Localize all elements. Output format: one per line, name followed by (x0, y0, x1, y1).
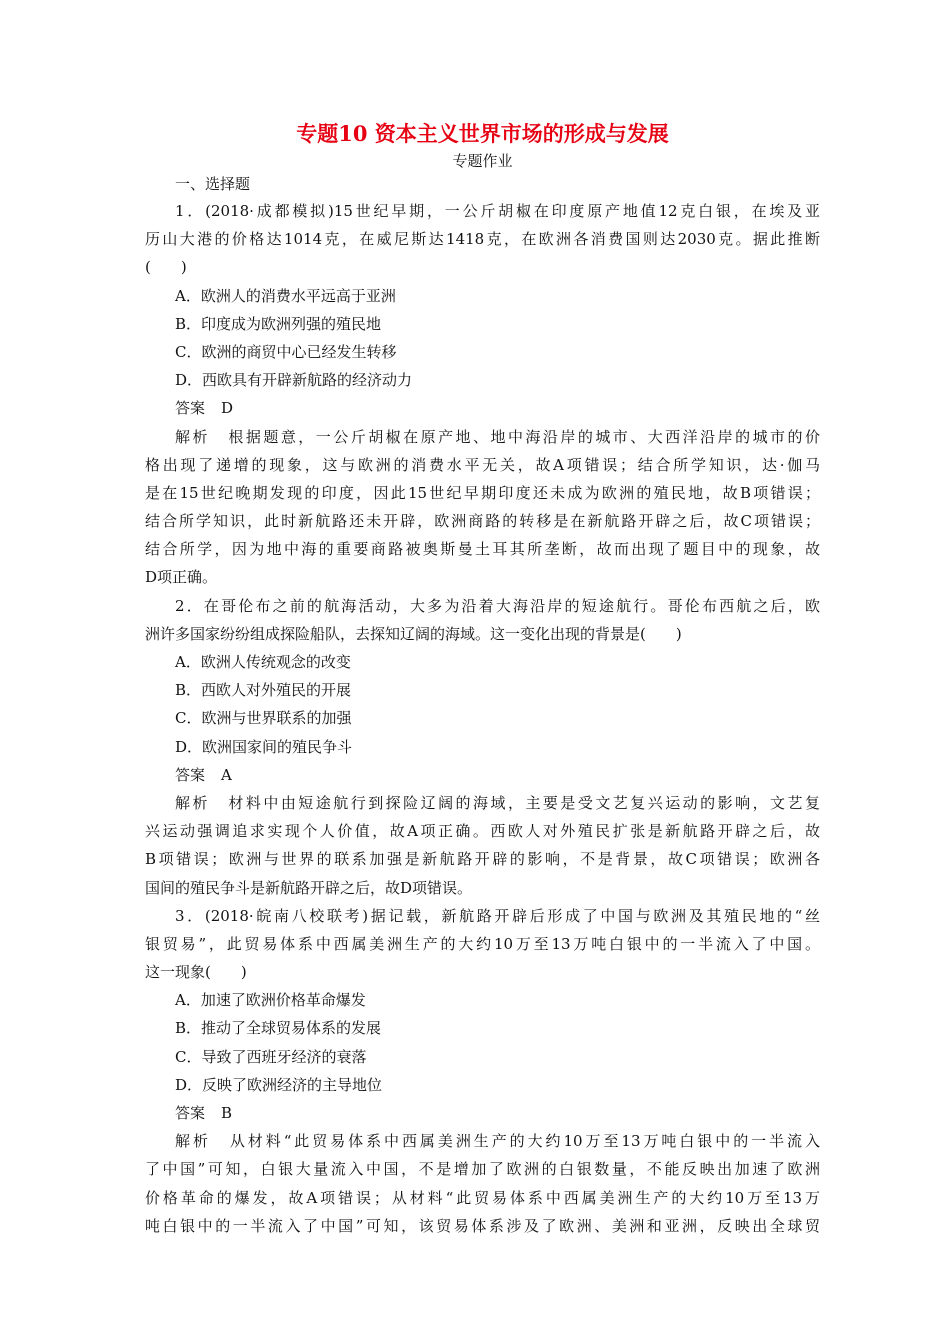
question-stem-line: 洲许多国家纷纷组成探险船队，去探知辽阔的海域。这一变化出现的背景是( ) (145, 624, 682, 643)
question-stem-line: 这一现象( ) (145, 963, 247, 982)
question-3 (145, 902, 820, 1240)
option-d: D．反映了欧洲经济的主导地位 (175, 1075, 383, 1094)
answer-label: 答案 (175, 765, 206, 784)
question-stem-line: 1．(2018·成都模拟)15世纪早期，一公斤胡椒在印度原产地值12克白银，在埃及亚 (175, 202, 820, 220)
analysis-text: 从材料“此贸易体系中西属美洲生产的大约10万至13万吨白银中的一半流入 (226, 1132, 820, 1151)
question-stem-line: 历山大港的价格达1014克，在威尼斯达1418克，在欧洲各消费国则达2030克。据此推断 (145, 230, 820, 249)
question-stem-line: 3．(2018·皖南八校联考)据记载，新航路开辟后形成了中国与欧洲及其殖民地的“丝 (175, 906, 820, 925)
answer-line (145, 761, 820, 789)
analysis-line: D项正确。 (145, 568, 218, 587)
analysis-line: 格出现了递增的现象，这与欧洲的消费水平无关，故A项错误；结合所学知识，达·伽马 (145, 455, 820, 474)
question-2 (145, 592, 820, 902)
analysis-line: B项错误；欧洲与世界的联系加强是新航路开辟的影响，不是背景，故C项错误；欧洲各 (145, 850, 820, 869)
answer-value: B (221, 1104, 233, 1122)
analysis-text: 根据题意，一公斤胡椒在原产地、地中海沿岸的城市、大西洋沿岸的城市的价 (225, 427, 820, 446)
analysis-line: 是在15世纪晚期发现的印度，因此15世纪早期印度还未成为欧洲的殖民地，故B项错误； (145, 483, 820, 502)
section-heading-text: 一、选择题 (175, 175, 251, 193)
analysis-label: 解析 (175, 793, 210, 812)
analysis-line (145, 789, 820, 817)
option-a: A．欧洲人的消费水平远高于亚洲 (175, 286, 396, 305)
analysis-label: 解析 (175, 427, 210, 446)
option-b: B．推动了全球贸易体系的发展 (175, 1019, 382, 1038)
answer-label: 答案 (175, 399, 206, 418)
section-heading (145, 172, 820, 197)
question-stem-line: 银贸易”，此贸易体系中西属美洲生产的大约10万至13万吨白银中的一半流入了中国。 (145, 934, 820, 953)
analysis-line (145, 1127, 820, 1155)
analysis-line: 吨白银中的一半流入了中国”可知，该贸易体系涉及了欧洲、美洲和亚洲，反映出全球贸 (145, 1216, 820, 1235)
question-stem-line: 2．在哥伦布之前的航海活动，大多为沿着大海沿岸的短途航行。哥伦布西航之后，欧 (175, 596, 820, 615)
answer-value: D (221, 399, 234, 418)
option-c: C．欧洲与世界联系的加强 (175, 709, 352, 728)
option-d: D．欧洲国家间的殖民争斗 (175, 737, 353, 756)
analysis-line: 国间的殖民争斗是新航路开辟之后，故D项错误。 (145, 878, 473, 897)
answer-line (145, 394, 820, 422)
analysis-text: 材料中由短途航行到探险辽阔的海域，主要是受文艺复兴运动的影响，文艺复 (225, 793, 820, 812)
analysis-line: 结合所学，因为地中海的重要商路被奥斯曼土耳其所垄断，故而出现了题目中的现象，故 (145, 540, 820, 559)
option-c: C．导致了西班牙经济的衰落 (175, 1047, 367, 1066)
document-page (145, 118, 820, 1240)
option-c: C．欧洲的商贸中心已经发生转移 (175, 342, 397, 361)
option-b: B．印度成为欧洲列强的殖民地 (175, 314, 382, 333)
option-a: A．欧洲人传统观念的改变 (175, 653, 351, 671)
doc-subtitle: 专题作业 (452, 152, 513, 170)
doc-title: 专题10 资本主义世界市场的形成与发展 (296, 121, 669, 146)
answer-label: 答案 (175, 1104, 206, 1122)
analysis-label: 解析 (175, 1132, 211, 1151)
option-b: B．西欧人对外殖民的开展 (175, 681, 352, 700)
question-stem-line: ( ) (145, 258, 187, 277)
answer-line (145, 1099, 820, 1127)
analysis-line: 兴运动强调追求实现个人价值，故A项正确。西欧人对外殖民扩张是新航路开辟之后，故 (145, 822, 820, 841)
analysis-line (145, 423, 820, 451)
question-1 (145, 197, 820, 592)
answer-value: A (221, 765, 232, 784)
option-a: A．加速了欧洲价格革命爆发 (175, 991, 366, 1010)
option-d: D．西欧具有开辟新航路的经济动力 (175, 371, 413, 390)
analysis-line: 了中国”可知，白银大量流入中国，不是增加了欧洲的白银数量，不能反映出加速了欧洲 (145, 1160, 820, 1179)
analysis-line: 价格革命的爆发，故A项错误；从材料“此贸易体系中西属美洲生产的大约10万至13万 (145, 1188, 820, 1207)
analysis-line: 结合所学知识，此时新航路还未开辟，欧洲商路的转移是在新航路开辟之后，故C项错误； (145, 512, 820, 531)
